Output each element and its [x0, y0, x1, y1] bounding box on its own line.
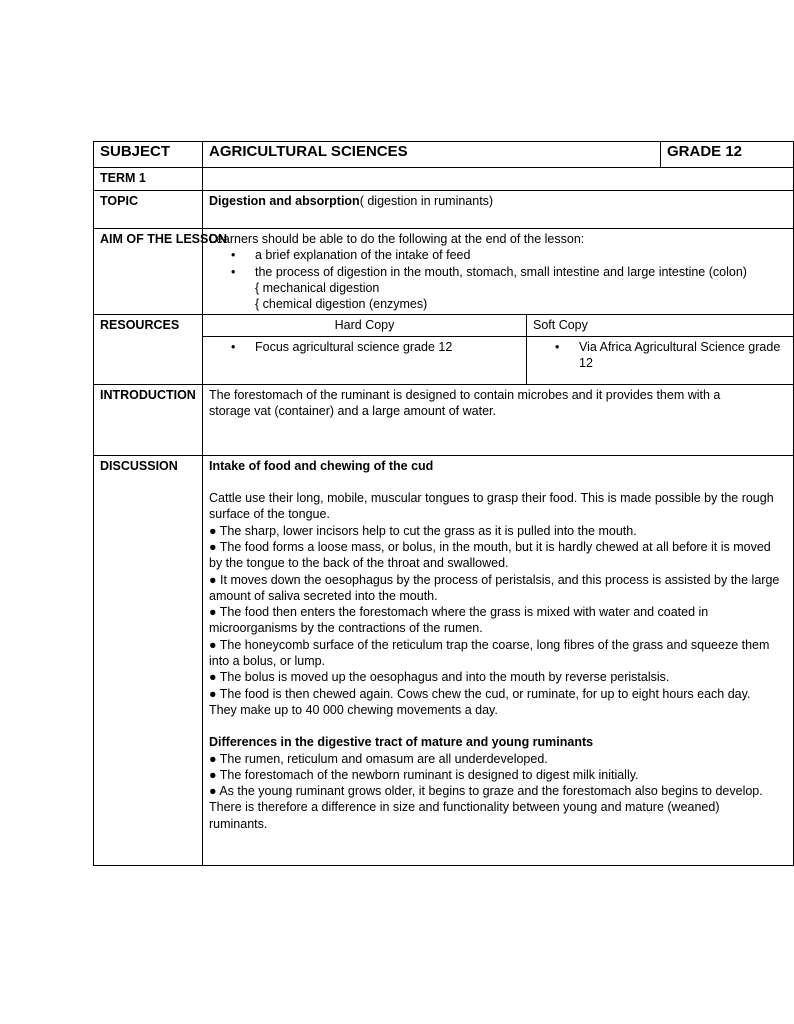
discussion-heading-text: Intake of food and chewing of the cud: [209, 458, 434, 473]
discussion-content: [203, 455, 794, 865]
discussion-line: ● The food is then chewed again. Cows chew the cud, or ruminate, for up to eight hours each day.: [209, 686, 751, 701]
spacer: [209, 474, 787, 490]
discussion-line: There is therefore a difference in size and functionality between young and mature (weaned): [209, 800, 720, 815]
discussion-line: ● As the young ruminant grows older, it begins to graze and the forestomach also begins to develop.: [209, 784, 763, 799]
resources-row: [94, 315, 794, 336]
aim-sub-line: { mechanical digestion: [255, 280, 380, 295]
term-label: TERM 1: [94, 168, 203, 191]
discussion-heading-text: Differences in the digestive tract of mature and young ruminants: [209, 735, 594, 750]
introduction-label: INTRODUCTION: [94, 384, 203, 455]
hard-copy-list: [209, 339, 520, 355]
aim-label: AIM OF THE LESSON: [94, 229, 203, 315]
hard-copy-cell: [203, 336, 527, 384]
grade-label: GRADE 12: [661, 142, 794, 168]
term-value: [203, 168, 794, 191]
soft-copy-header: Soft Copy: [527, 315, 794, 336]
topic-row: [94, 191, 794, 229]
term-row: [94, 168, 794, 191]
introduction-content: [203, 384, 794, 455]
resources-label: RESOURCES: [94, 315, 203, 384]
soft-copy-line: • Via Africa Agricultural Science grade: [579, 339, 781, 354]
discussion-line: surface of the tongue.: [209, 507, 330, 522]
topic-bold: Digestion and absorption: [209, 194, 360, 208]
soft-copy-cell: [527, 336, 794, 384]
discussion-row: [94, 455, 794, 865]
discussion-line: ● The forestomach of the newborn ruminant is designed to digest milk initially.: [209, 767, 639, 782]
subject-label: SUBJECT: [94, 142, 203, 168]
topic-rest: ( digestion in ruminants): [359, 194, 494, 208]
aim-sub-line: { chemical digestion (enzymes): [255, 297, 428, 312]
introduction-row: [94, 384, 794, 455]
discussion-line: ● The food forms a loose mass, or bolus, in the mouth, but it is hardly chewed at all before it is moved: [209, 539, 771, 554]
discussion-heading: [209, 458, 787, 474]
soft-copy-line: 12: [579, 356, 593, 371]
discussion-line: ● The bolus is moved up the oesophagus and into the mouth by reverse peristalsis.: [209, 670, 670, 685]
aim-content: [203, 229, 794, 315]
discussion-line: by the tongue to the back of the throat and swallowed.: [209, 556, 509, 571]
soft-copy-item: [579, 339, 787, 372]
aim-bullet-list: [209, 247, 787, 280]
aim-bullet: • the process of digestion in the mouth, stomach, small intestine and large intestine (colon): [255, 264, 787, 280]
discussion-line: amount of saliva secreted into the mouth.: [209, 588, 438, 603]
discussion-heading: [209, 734, 787, 750]
introduction-line: The forestomach of the ruminant is designed to contain microbes and it provides them with a: [209, 387, 721, 402]
discussion-line: ● The food then enters the forestomach where the grass is mixed with water and coated in: [209, 605, 709, 620]
aim-intro: Learners should be able to do the following at the end of the lesson:: [209, 232, 585, 246]
discussion-label: DISCUSSION: [94, 455, 203, 865]
discussion-line: into a bolus, or lump.: [209, 654, 326, 669]
topic-label: TOPIC: [94, 191, 203, 229]
discussion-line: ● The rumen, reticulum and omasum are all underdeveloped.: [209, 751, 548, 766]
hard-copy-item: • Focus agricultural science grade 12: [255, 339, 520, 355]
aim-bullet: • a brief explanation of the intake of feed: [255, 247, 787, 263]
spacer: [209, 718, 787, 734]
discussion-line: microorganisms by the contractions of the rumen.: [209, 621, 483, 636]
discussion-line: ● It moves down the oesophagus by the process of peristalsis, and this process is assisted by the large: [209, 572, 780, 587]
aim-row: [94, 229, 794, 315]
subject-value: AGRICULTURAL SCIENCES: [203, 142, 661, 168]
discussion-line: Cattle use their long, mobile, muscular tongues to grasp their food. This is made possible by the rough: [209, 491, 774, 506]
discussion-line: ● The sharp, lower incisors help to cut the grass as it is pulled into the mouth.: [209, 523, 637, 538]
topic-value: [203, 191, 794, 229]
discussion-line: They make up to 40 000 chewing movements a day.: [209, 702, 498, 717]
hard-copy-header: Hard Copy: [203, 315, 527, 336]
header-row: [94, 142, 794, 168]
discussion-line: ● The honeycomb surface of the reticulum trap the coarse, long fibres of the grass and squeeze them: [209, 637, 770, 652]
soft-copy-list: [533, 339, 787, 372]
discussion-line: ruminants.: [209, 816, 268, 831]
introduction-line: storage vat (container) and a large amount of water.: [209, 404, 496, 419]
lesson-plan-table: [93, 141, 794, 866]
